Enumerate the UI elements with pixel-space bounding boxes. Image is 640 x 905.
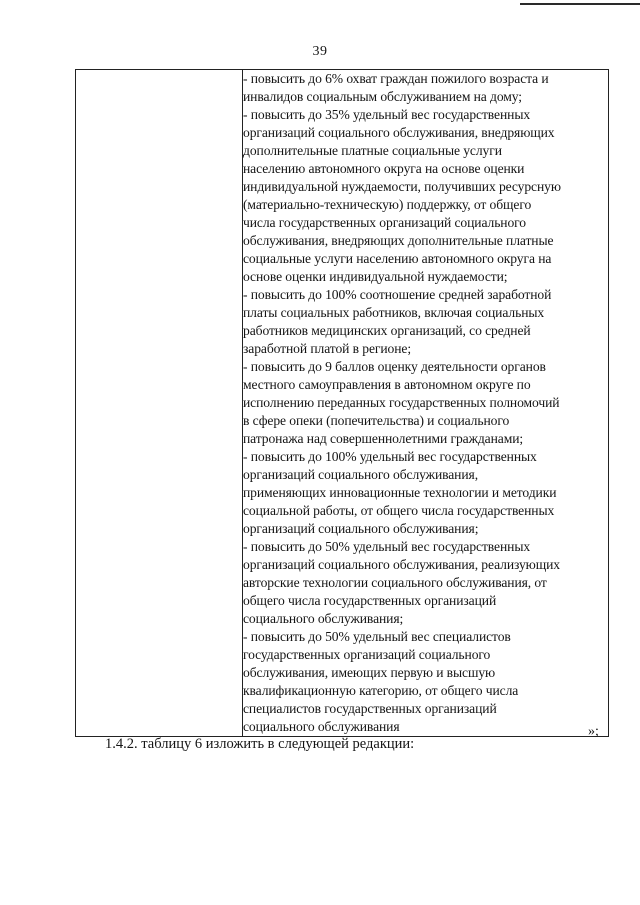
- text-line: основе оценки индивидуальной нуждаемости;: [243, 269, 508, 284]
- text-line: специалистов государственных организаций: [243, 701, 497, 716]
- text-line: обслуживания, внедряющих дополнительные платные: [243, 233, 554, 248]
- text-line: заработной платой в регионе;: [243, 341, 412, 356]
- text-line: организаций социального обслуживания, внедряющих: [243, 125, 555, 140]
- table-left-cell: [76, 70, 243, 737]
- text-line: инвалидов социальным обслуживанием на дому;: [243, 89, 522, 104]
- text-line: населению автономного округа на основе оценки: [243, 161, 525, 176]
- text-line: авторские технологии социального обслуживания, от: [243, 575, 547, 590]
- text-line: - повысить до 50% удельный вес государственных: [243, 539, 531, 554]
- text-line: организаций социального обслуживания,: [243, 467, 478, 482]
- text-line: квалификационную категорию, от общего числа: [243, 683, 519, 698]
- text-line: (материально-техническую) поддержку, от общего: [243, 197, 532, 212]
- document-table: [75, 69, 609, 737]
- text-line: организаций социального обслуживания, реализующих: [243, 557, 560, 572]
- text-line: - повысить до 9 баллов оценку деятельности органов: [243, 359, 546, 374]
- top-edge-rule: [520, 3, 640, 5]
- page-number: 39: [312, 44, 328, 59]
- text-line: числа государственных организаций социального: [243, 215, 526, 230]
- text-line: местного самоуправления в автономном округе по: [243, 377, 531, 392]
- text-line: платы социальных работников, включая социальных: [243, 305, 545, 320]
- text-line: индивидуальной нуждаемости, получивших ресурсную: [243, 179, 561, 194]
- text-line: патронажа над совершеннолетними гражданами;: [243, 431, 524, 446]
- text-line: в сфере опеки (попечительства) и социального: [243, 413, 510, 428]
- text-line: исполнению переданных государственных полномочий: [243, 395, 560, 410]
- text-line: обслуживания, имеющих первую и высшую: [243, 665, 496, 680]
- text-line: общего числа государственных организаций: [243, 593, 497, 608]
- text-line: - повысить до 100% соотношение средней заработной: [243, 287, 552, 302]
- text-line: - повысить до 100% удельный вес государственных: [243, 449, 537, 464]
- text-line: социальные услуги населению автономного округа на: [243, 251, 552, 266]
- text-line: организаций социального обслуживания;: [243, 521, 479, 536]
- text-line: социального обслуживания: [243, 719, 400, 734]
- text-line: - повысить до 50% удельный вес специалистов: [243, 629, 511, 644]
- text-line: социального обслуживания;: [243, 611, 404, 626]
- text-line: дополнительные платные социальные услуги: [243, 143, 502, 158]
- text-line: применяющих инновационные технологии и методики: [243, 485, 557, 500]
- instruction-paragraph: 1.4.2. таблицу 6 изложить в следующей редакции:: [105, 736, 415, 752]
- text-line: работников медицинских организаций, со средней: [243, 323, 531, 338]
- indicator-text-block: [243, 70, 608, 736]
- table-row: [76, 70, 609, 737]
- closing-quote-mark: »;: [588, 724, 599, 739]
- text-line: государственных организаций социального: [243, 647, 491, 662]
- text-line: социальной работы, от общего числа государственных: [243, 503, 555, 518]
- text-line: - повысить до 6% охват граждан пожилого возраста и: [243, 71, 549, 86]
- text-line: - повысить до 35% удельный вес государственных: [243, 107, 531, 122]
- table-right-cell: [243, 70, 609, 737]
